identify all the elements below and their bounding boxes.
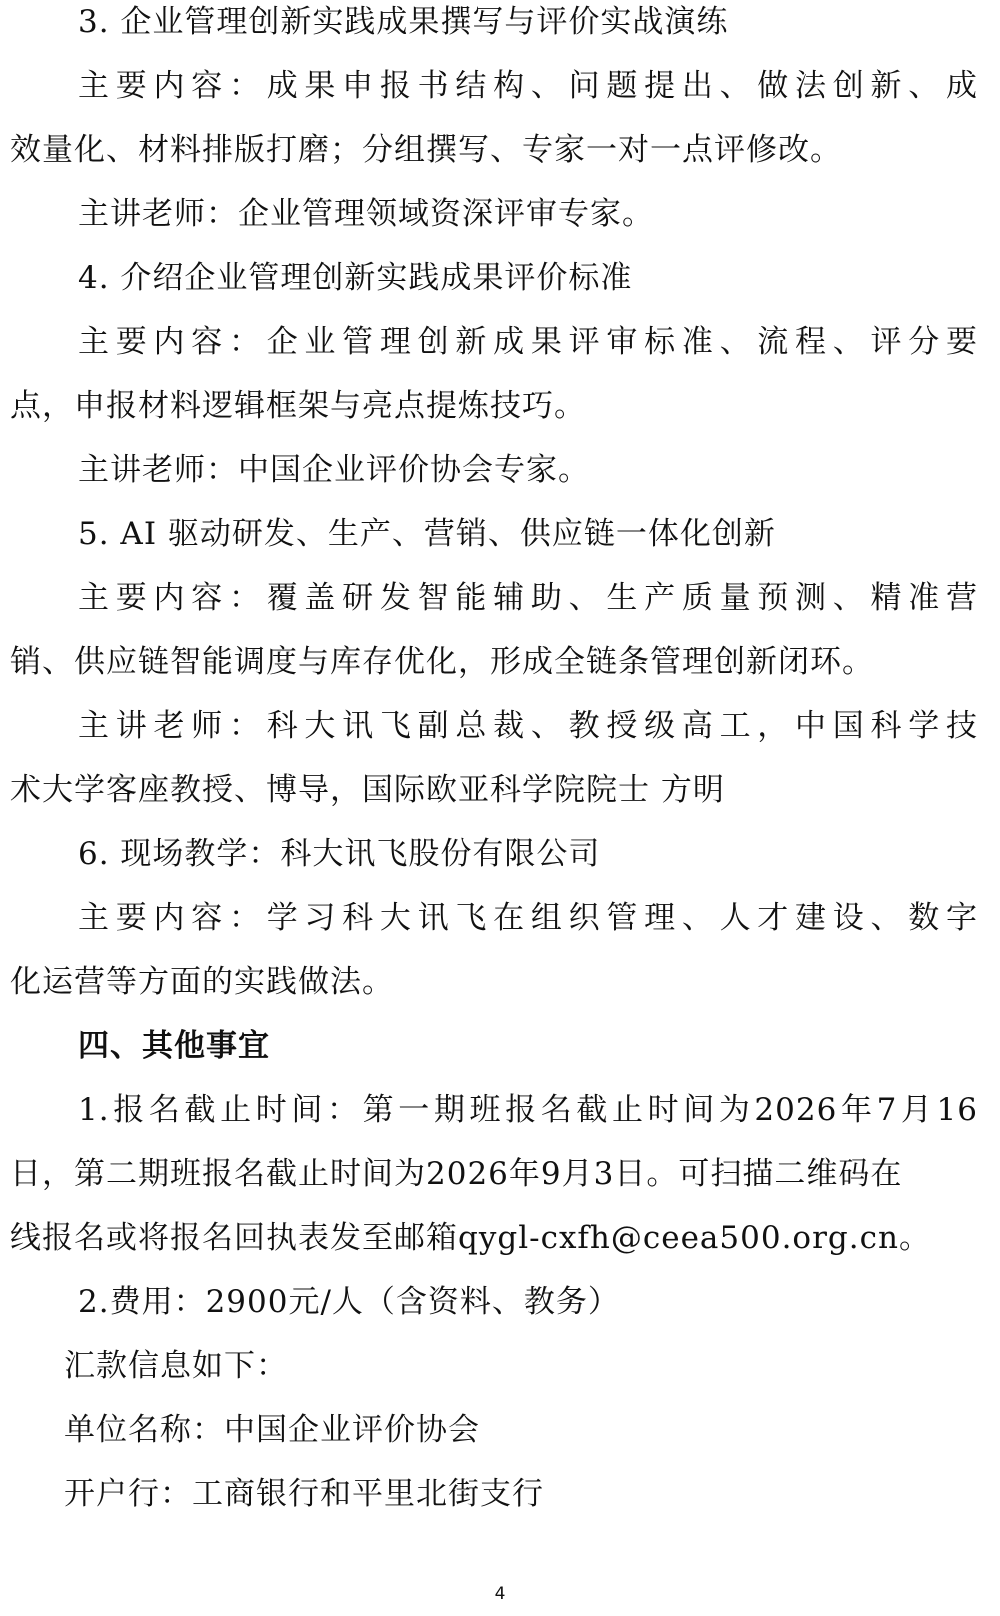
item-5-lecturer-line-1: 主讲老师：科大讯飞副总裁、教授级高工，中国科学技: [78, 708, 978, 744]
item-4-lecturer: 主讲老师：中国企业评价协会专家。: [78, 452, 590, 488]
item-5-content-line-1: 主要内容：覆盖研发智能辅助、生产质量预测、精准营: [78, 580, 978, 616]
remittance-info-heading: 汇款信息如下：: [64, 1348, 288, 1384]
item-3-heading: 3. 企业管理创新实践成果撰写与评价实战演练: [78, 4, 729, 40]
item-3-content-line-2: 效量化、材料排版打磨；分组撰写、专家一对一点评修改。: [10, 132, 842, 168]
item-6-heading: 6. 现场教学：科大讯飞股份有限公司: [78, 836, 601, 872]
item-5-lecturer-line-2: 术大学客座教授、博导，国际欧亚科学院院士 方明: [10, 772, 725, 808]
bank-line: 开户行：工商银行和平里北街支行: [64, 1476, 544, 1512]
item-6-content-line-1: 主要内容：学习科大讯飞在组织管理、人才建设、数字: [78, 900, 978, 936]
item-4-content-line-1: 主要内容：企业管理创新成果评审标准、流程、评分要: [78, 324, 978, 360]
fee-line: 2.费用：2900元/人（含资料、教务）: [78, 1284, 620, 1320]
item-6-content-line-2: 化运营等方面的实践做法。: [10, 964, 394, 1000]
item-4-content-line-2: 点，申报材料逻辑框架与亮点提炼技巧。: [10, 388, 586, 424]
page-number: 4: [494, 1584, 506, 1604]
item-5-content-line-2: 销、供应链智能调度与库存优化，形成全链条管理创新闭环。: [10, 644, 874, 680]
item-3-content-line-1: 主要内容：成果申报书结构、问题提出、做法创新、成: [78, 68, 978, 104]
item-3-lecturer: 主讲老师：企业管理领域资深评审专家。: [78, 196, 654, 232]
item-5-heading: 5. AI 驱动研发、生产、营销、供应链一体化创新: [78, 516, 776, 552]
deadline-line-3: 线报名或将报名回执表发至邮箱qygl-cxfh@ceea500.org.cn。: [10, 1220, 931, 1256]
deadline-line-1: 1.报名截止时间：第一期班报名截止时间为2026年7月16: [78, 1092, 978, 1128]
item-4-heading: 4. 介绍企业管理创新实践成果评价标准: [78, 260, 633, 296]
deadline-line-2: 日，第二期班报名截止时间为2026年9月3日。可扫描二维码在: [10, 1156, 903, 1192]
unit-name-line: 单位名称：中国企业评价协会: [64, 1412, 480, 1448]
section-heading-other-matters: 四、其他事宜: [78, 1028, 270, 1064]
